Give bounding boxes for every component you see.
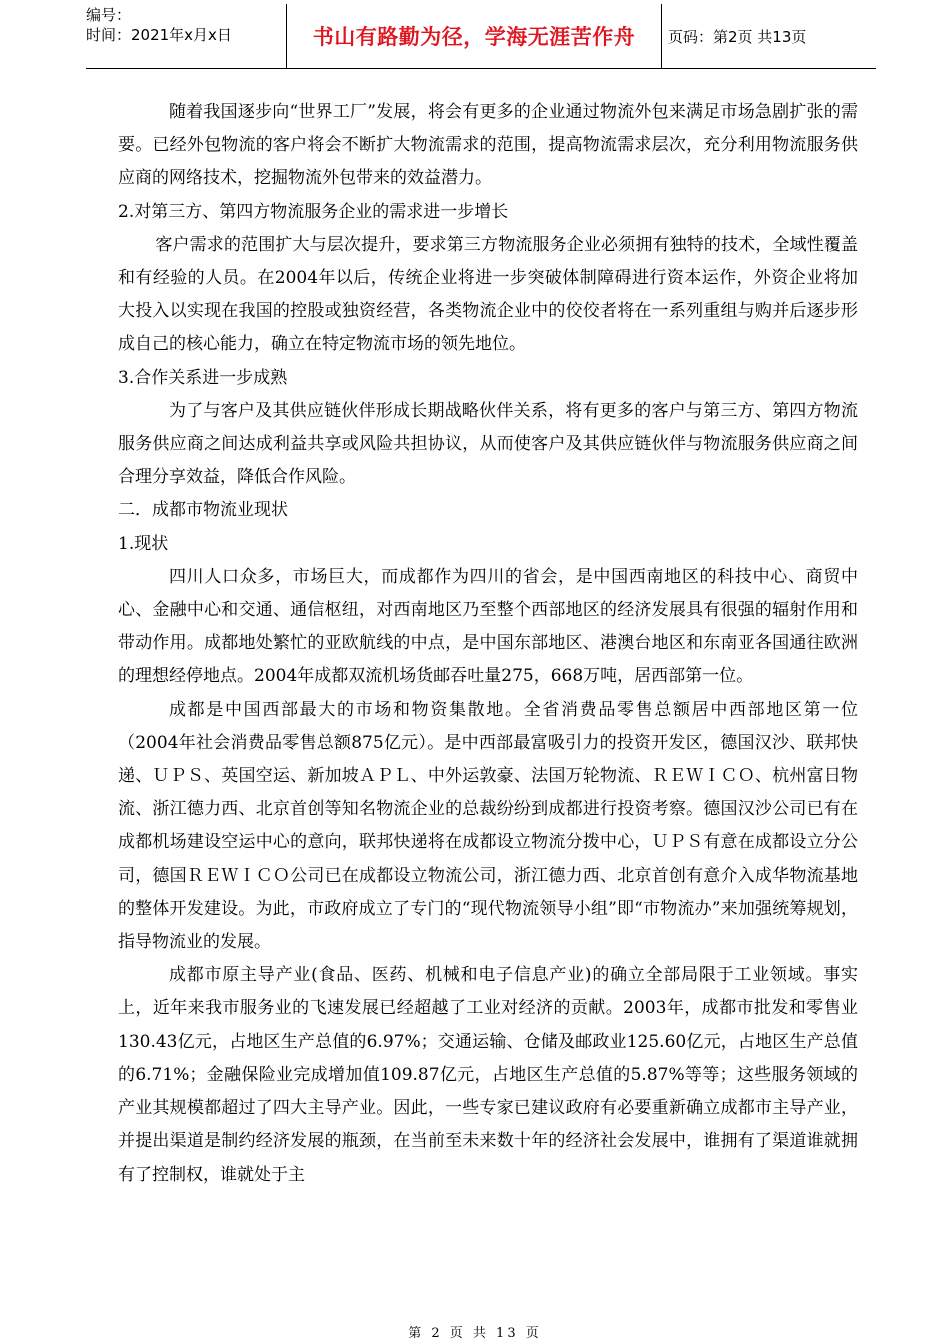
heading-chengdu-logistics-status: 二．成都市物流业现状 [118, 500, 288, 521]
heading-cooperation: 3.合作关系进一步成熟 [118, 367, 288, 388]
header-meta [86, 4, 286, 69]
paragraph-outsourcing: 随着我国逐步向“世界工厂”发展，将会有更多的企业通过物流外包来满足市场急剧扩张的需要。已经外包物流的客户将会不断扩大物流需求的范围，提高物流需求层次，充分利用物流服务供应商的网络技术，挖掘物流外包带来的效益潜力。 [118, 102, 858, 189]
paragraph-chengdu-market: 成都是中国西部最大的市场和物资集散地。全省消费品零售总额居中西部地区第一位（2004年社会消费品零售总额875亿元）。是中西部最富吸引力的投资开发区，德国汉沙、联邦快递、ＵＰＳ、英国空运、新加坡ＡＰＬ、中外运敦豪、法国万轮物流、ＲＥＷＩＣＯ、杭州富日物流、浙江德力西、北京首创等知名物流企业的总裁纷纷到成都进行投资考察。德国汉沙公司已有在成都机场建设空运中心的意向，联邦快递将在成都设立物流分拨中心，ＵＰＳ有意在成都设立分公司，德国ＲＥＷＩＣＯ公司已在成都设立物流公司，浙江德力西、北京首创有意介入成华物流基地的整体开发建设。为此，市政府成立了专门的“现代物流领导小组”即“市物流办”来加强统筹规划，指导物流业的发展。 [118, 699, 858, 953]
header-motto: 书山有路勤为径，学海无涯苦作舟 [286, 4, 662, 68]
header-page-label: 页码：第2页 共13页 [668, 27, 807, 46]
heading-current-status: 1.现状 [118, 533, 169, 554]
paragraph-cooperation: 为了与客户及其供应链伙伴形成长期战略伙伴关系，将有更多的客户与第三方、第四方物流服务供应商之间达成利益共享或风险共担协议，从而使客户及其供应链伙伴与物流服务供应商之间合理分享效益，降低合作风险。 [118, 400, 858, 488]
paragraph-customer-demand: 客户需求的范围扩大与层次提升，要求第三方物流服务企业必须拥有独特的技术，全域性覆盖和有经验的人员。在2004年以后，传统企业将进一步突破体制障碍进行资本运作，外资企业将加大投入以实现在我国的控股或独资经营，各类物流企业中的佼佼者将在一系列重组与购并后逐步形成自己的核心能力，确立在特定物流市场的领先地位。 [118, 234, 858, 355]
document-body [118, 96, 858, 1192]
paragraph-leading-industries: 成都市原主导产业(食品、医药、机械和电子信息产业)的确立全部局限于工业领域。事实上，近年来我市服务业的飞速发展已经超越了工业对经济的贡献。2003年，成都市批发和零售业130.43亿元，占地区生产总值的6.97%；交通运输、仓储及邮政业125.60亿元，占地区生产总值的6.71%；金融保险业完成增加值109.87亿元，占地区生产总值的5.87%等等；这些服务领域的产业其规模都超过了四大主导产业。因此，一些专家已建议政府有必要重新确立成都市主导产业，并提出渠道是制约经济发展的瓶颈，在当前至未来数十年的经济社会发展中，谁拥有了渠道谁就拥有了控制权，谁就处于主 [118, 965, 858, 1185]
document-number-label: 编号： [86, 6, 132, 24]
document-time-label: 时间：2021年x月x日 [86, 26, 232, 44]
paragraph-sichuan: 四川人口众多，市场巨大，而成都作为四川的省会，是中国西南地区的科技中心、商贸中 心、金融中心和交通、通信枢纽，对西南地区乃至整个西部地区的经济发展具有很强的辐射作用和带动作用。成都地处繁忙的亚欧航线的中点，是中国东部地区、港澳台地区和东南亚各国通往欧洲的理想经停地点。2004年成都双流机场货邮吞吐量275，668万吨，居西部第一位。 [118, 566, 858, 687]
page-footer: 第 2 页 共 13 页 [408, 1326, 542, 1341]
page-header [86, 4, 876, 69]
heading-third-fourth-party-demand: 2.对第三方、第四方物流服务企业的需求进一步增长 [118, 201, 509, 222]
